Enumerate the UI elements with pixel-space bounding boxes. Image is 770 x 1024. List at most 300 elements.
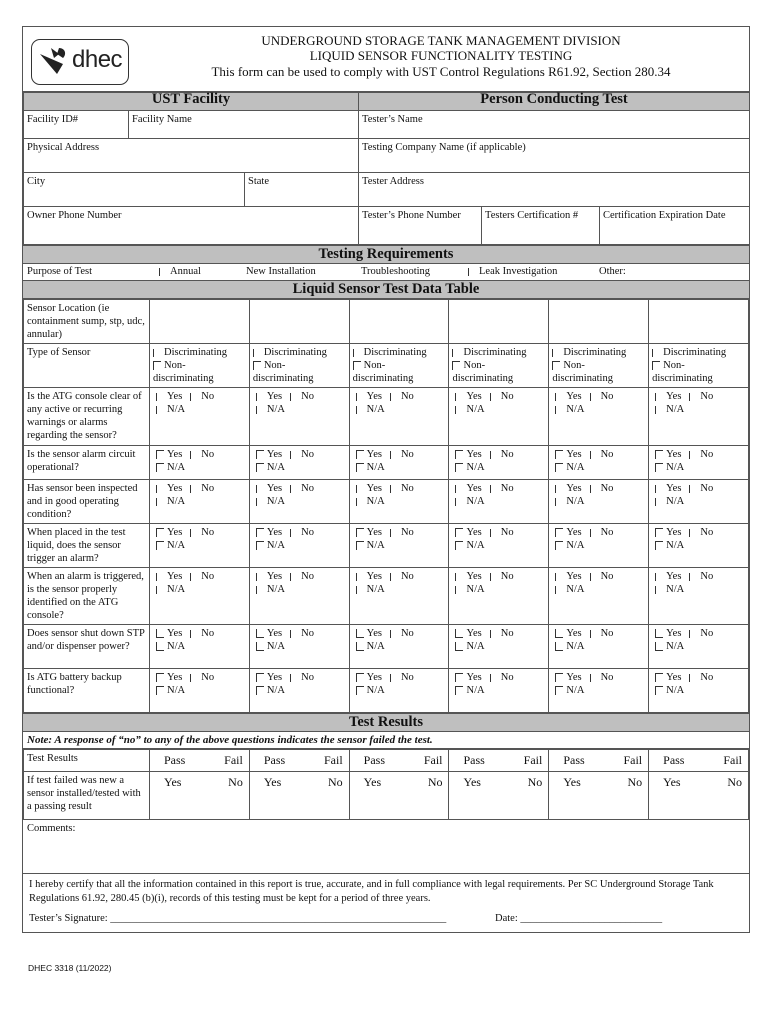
- no-checkbox[interactable]: [590, 573, 598, 581]
- yes-checkbox[interactable]: [655, 393, 663, 401]
- discriminating-label: Discriminating: [363, 347, 427, 358]
- no-label: No: [500, 391, 514, 402]
- pass-option[interactable]: Pass: [164, 753, 186, 767]
- no-checkbox[interactable]: [490, 630, 498, 638]
- sensor-location-cell[interactable]: [449, 300, 549, 344]
- tester-name-field[interactable]: Tester’s Name: [359, 111, 750, 139]
- testing-company-field[interactable]: Testing Company Name (if applicable): [359, 139, 750, 173]
- sensor-type-cell: [150, 344, 250, 388]
- yes-checkbox[interactable]: [156, 629, 164, 638]
- sensor-location-cell[interactable]: [349, 300, 449, 344]
- na-checkbox[interactable]: [156, 406, 164, 414]
- no-checkbox[interactable]: [190, 393, 198, 401]
- na-checkbox[interactable]: [256, 642, 264, 651]
- city-field[interactable]: City: [24, 173, 245, 207]
- form-title: LIQUID SENSOR FUNCTIONALITY TESTING: [309, 48, 573, 63]
- yes-no-options: [555, 482, 645, 495]
- answer-cell: [549, 388, 649, 446]
- pass-option[interactable]: Pass: [263, 753, 286, 767]
- yes-option[interactable]: Yes: [663, 775, 681, 789]
- yes-checkbox[interactable]: [256, 393, 264, 401]
- na-checkbox[interactable]: [356, 642, 364, 651]
- na-option: [156, 495, 246, 508]
- no-checkbox[interactable]: [290, 630, 298, 638]
- sensor-location-cell[interactable]: [249, 300, 349, 344]
- na-checkbox[interactable]: [655, 498, 663, 506]
- date-field[interactable]: Date: ___________________________: [495, 913, 663, 924]
- yes-checkbox[interactable]: [655, 450, 663, 459]
- fail-option[interactable]: Fail: [523, 753, 543, 767]
- logo-text: dhec: [72, 46, 123, 73]
- na-checkbox[interactable]: [555, 541, 563, 550]
- na-checkbox[interactable]: [655, 406, 663, 414]
- leak-checkbox[interactable]: [468, 268, 476, 276]
- form-subtitle: This form can be used to comply with UST Control Regulations R61.92, Section 280.34: [211, 64, 671, 79]
- facility-name-field[interactable]: Facility Name: [129, 111, 359, 139]
- yes-checkbox[interactable]: [655, 629, 663, 638]
- yes-checkbox[interactable]: [156, 485, 164, 493]
- other-option[interactable]: Other:: [599, 266, 626, 277]
- na-option: [256, 539, 346, 552]
- no-checkbox[interactable]: [590, 485, 598, 493]
- signature-field[interactable]: Tester’s Signature: ________________________________________________________________: [29, 913, 447, 924]
- yes-checkbox[interactable]: [156, 393, 164, 401]
- no-checkbox[interactable]: [290, 451, 298, 459]
- answer-cell: [549, 625, 649, 669]
- yes-checkbox[interactable]: [356, 673, 364, 682]
- fail-option[interactable]: Fail: [723, 753, 742, 767]
- yes-checkbox[interactable]: [655, 528, 663, 537]
- yes-checkbox[interactable]: [655, 573, 663, 581]
- na-label: N/A: [466, 641, 485, 652]
- no-label: No: [400, 391, 414, 402]
- no-label: No: [700, 571, 714, 582]
- yes-label: Yes: [167, 483, 183, 494]
- no-checkbox[interactable]: [390, 630, 398, 638]
- yes-no-options: [156, 570, 246, 583]
- na-option: [356, 583, 446, 596]
- annual-label: Annual: [170, 266, 201, 277]
- na-checkbox[interactable]: [455, 586, 463, 594]
- yes-checkbox[interactable]: [156, 528, 164, 537]
- no-checkbox[interactable]: [490, 529, 498, 537]
- na-checkbox[interactable]: [156, 586, 164, 594]
- no-option[interactable]: No: [327, 775, 343, 789]
- yes-checkbox[interactable]: [256, 528, 264, 537]
- na-option: [555, 495, 645, 508]
- na-checkbox[interactable]: [455, 541, 463, 550]
- answer-cell: [449, 625, 549, 669]
- pass-fail-cell: [549, 750, 649, 772]
- na-label: N/A: [566, 584, 585, 595]
- checkbox[interactable]: [552, 349, 560, 357]
- na-option: [256, 583, 346, 596]
- no-checkbox[interactable]: [689, 630, 697, 638]
- troubleshooting-option[interactable]: Troubleshooting: [361, 266, 431, 277]
- non-discriminating-option[interactable]: [652, 359, 745, 385]
- yes-label: Yes: [666, 527, 682, 538]
- yes-label: Yes: [566, 483, 582, 494]
- na-checkbox[interactable]: [455, 463, 463, 472]
- yes-no-options: [356, 390, 446, 403]
- yes-checkbox[interactable]: [555, 393, 563, 401]
- discriminating-option[interactable]: [153, 346, 246, 359]
- yes-no-options: [555, 627, 645, 640]
- na-checkbox[interactable]: [655, 686, 663, 695]
- na-label: N/A: [466, 496, 485, 507]
- tester-phone-field[interactable]: Tester’s Phone Number: [359, 207, 482, 245]
- yes-no-cell: [349, 772, 449, 820]
- person-section-title: Person Conducting Test: [359, 93, 750, 111]
- no-label: No: [301, 483, 314, 494]
- na-checkbox[interactable]: [555, 686, 563, 695]
- question-label: Does sensor shut down STP and/or dispenser power?: [24, 625, 150, 669]
- no-checkbox[interactable]: [689, 485, 697, 493]
- sensor-location-label: Sensor Location (ie containment sump, stp, udc, annular): [24, 300, 150, 344]
- na-checkbox[interactable]: [256, 463, 264, 472]
- na-checkbox[interactable]: [256, 406, 264, 414]
- checkbox[interactable]: [353, 361, 361, 370]
- no-checkbox[interactable]: [689, 529, 697, 537]
- yes-checkbox[interactable]: [356, 450, 364, 459]
- no-checkbox[interactable]: [390, 451, 398, 459]
- yes-option[interactable]: Yes: [363, 775, 382, 789]
- na-checkbox[interactable]: [455, 686, 463, 695]
- no-checkbox[interactable]: [490, 451, 498, 459]
- na-checkbox[interactable]: [356, 498, 364, 506]
- na-checkbox[interactable]: [156, 498, 164, 506]
- yes-option[interactable]: Yes: [463, 775, 481, 789]
- discriminating-label: Discriminating: [663, 347, 727, 358]
- no-checkbox[interactable]: [590, 529, 598, 537]
- na-label: N/A: [266, 584, 285, 595]
- na-label: N/A: [466, 462, 485, 473]
- na-option: [356, 461, 446, 474]
- no-checkbox[interactable]: [590, 451, 598, 459]
- yes-no-options: [256, 671, 346, 684]
- no-checkbox[interactable]: [490, 485, 498, 493]
- yes-checkbox[interactable]: [455, 450, 463, 459]
- na-label: N/A: [266, 462, 285, 473]
- na-option: [156, 684, 246, 697]
- checkbox[interactable]: [452, 361, 460, 370]
- discriminating-option[interactable]: [552, 346, 645, 359]
- dhec-logo: [31, 39, 129, 85]
- na-label: N/A: [666, 496, 685, 507]
- no-checkbox[interactable]: [590, 674, 598, 682]
- no-option[interactable]: No: [527, 775, 543, 789]
- na-checkbox[interactable]: [655, 541, 663, 550]
- yes-label: Yes: [167, 628, 183, 639]
- na-label: N/A: [666, 404, 685, 415]
- yes-checkbox[interactable]: [555, 629, 563, 638]
- na-label: N/A: [566, 540, 585, 551]
- yes-checkbox[interactable]: [655, 673, 663, 682]
- no-checkbox[interactable]: [490, 573, 498, 581]
- yes-no-options: [356, 482, 446, 495]
- na-checkbox[interactable]: [655, 642, 663, 651]
- na-checkbox[interactable]: [455, 498, 463, 506]
- no-checkbox[interactable]: [290, 573, 298, 581]
- answer-cell: [449, 480, 549, 524]
- cert-expiration-field[interactable]: Certification Expiration Date: [600, 207, 750, 245]
- na-checkbox[interactable]: [356, 406, 364, 414]
- na-checkbox[interactable]: [156, 541, 164, 550]
- question-label: When placed in the test liquid, does the sensor trigger an alarm?: [24, 524, 150, 568]
- na-checkbox[interactable]: [455, 406, 463, 414]
- na-label: N/A: [366, 641, 385, 652]
- yes-label: Yes: [266, 672, 283, 683]
- yes-checkbox[interactable]: [156, 673, 164, 682]
- checkbox[interactable]: [253, 349, 261, 357]
- no-checkbox[interactable]: [390, 573, 398, 581]
- question-row: [24, 669, 749, 713]
- na-option: [455, 684, 545, 697]
- no-checkbox[interactable]: [190, 630, 198, 638]
- leak-investigation-option[interactable]: [468, 266, 557, 277]
- state-field[interactable]: State: [245, 173, 359, 207]
- na-option: [655, 461, 745, 474]
- fail-option[interactable]: Fail: [323, 753, 343, 767]
- no-option[interactable]: No: [727, 775, 742, 789]
- yes-checkbox[interactable]: [555, 528, 563, 537]
- na-checkbox[interactable]: [356, 541, 364, 550]
- yes-label: Yes: [566, 672, 582, 683]
- annual-option[interactable]: [159, 266, 201, 277]
- pass-fail-cell: [349, 750, 449, 772]
- yes-checkbox[interactable]: [256, 573, 264, 581]
- sensor-location-cell[interactable]: [549, 300, 649, 344]
- no-checkbox[interactable]: [290, 485, 298, 493]
- pass-option[interactable]: Pass: [463, 753, 485, 767]
- yes-no-cell: [249, 772, 349, 820]
- facility-id-field[interactable]: Facility ID#: [24, 111, 129, 139]
- tester-address-field[interactable]: Tester Address: [359, 173, 750, 207]
- no-checkbox[interactable]: [490, 674, 498, 682]
- no-checkbox[interactable]: [689, 674, 697, 682]
- yes-label: Yes: [666, 483, 682, 494]
- yes-checkbox[interactable]: [455, 393, 463, 401]
- no-option[interactable]: No: [627, 775, 643, 789]
- yes-label: Yes: [366, 449, 382, 460]
- yes-checkbox[interactable]: [256, 450, 264, 459]
- no-checkbox[interactable]: [290, 393, 298, 401]
- fail-option[interactable]: Fail: [623, 753, 643, 767]
- non-discriminating-option[interactable]: [452, 359, 545, 385]
- checkbox[interactable]: [153, 349, 161, 357]
- non-discriminating-option[interactable]: [153, 359, 246, 385]
- comments-field[interactable]: Comments:: [23, 820, 749, 874]
- na-checkbox[interactable]: [555, 406, 563, 414]
- yes-checkbox[interactable]: [156, 573, 164, 581]
- no-checkbox[interactable]: [390, 393, 398, 401]
- na-label: N/A: [366, 462, 385, 473]
- yes-checkbox[interactable]: [256, 673, 264, 682]
- na-checkbox[interactable]: [555, 586, 563, 594]
- no-label: No: [201, 449, 215, 460]
- no-checkbox[interactable]: [290, 674, 298, 682]
- no-checkbox[interactable]: [689, 393, 697, 401]
- na-checkbox[interactable]: [156, 686, 164, 695]
- yes-checkbox[interactable]: [555, 450, 563, 459]
- na-label: N/A: [466, 685, 485, 696]
- na-checkbox[interactable]: [156, 642, 164, 651]
- no-checkbox[interactable]: [390, 529, 398, 537]
- yes-option[interactable]: Yes: [263, 775, 282, 789]
- no-checkbox[interactable]: [190, 451, 198, 459]
- pass-option[interactable]: Pass: [663, 753, 685, 767]
- no-label: No: [400, 483, 414, 494]
- yes-label: Yes: [366, 483, 382, 494]
- yes-no-cell: [649, 772, 749, 820]
- na-label: N/A: [167, 540, 186, 551]
- sensor-data-table: [23, 299, 749, 713]
- no-option[interactable]: No: [228, 775, 243, 789]
- na-checkbox[interactable]: [655, 463, 663, 472]
- yes-checkbox[interactable]: [356, 485, 364, 493]
- answer-cell: [449, 446, 549, 480]
- question-row: [24, 524, 749, 568]
- yes-checkbox[interactable]: [555, 673, 563, 682]
- discriminating-option[interactable]: [652, 346, 745, 359]
- yes-checkbox[interactable]: [156, 450, 164, 459]
- no-checkbox[interactable]: [390, 485, 398, 493]
- yes-checkbox[interactable]: [356, 393, 364, 401]
- yes-checkbox[interactable]: [256, 629, 264, 638]
- na-label: N/A: [566, 685, 585, 696]
- answer-cell: [449, 669, 549, 713]
- na-checkbox[interactable]: [356, 686, 364, 695]
- answer-cell: [150, 625, 250, 669]
- checkbox[interactable]: [652, 349, 660, 357]
- yes-option[interactable]: Yes: [563, 775, 581, 789]
- na-option: [455, 539, 545, 552]
- discriminating-option[interactable]: [452, 346, 545, 359]
- no-label: No: [500, 527, 514, 538]
- na-checkbox[interactable]: [555, 642, 563, 651]
- no-checkbox[interactable]: [689, 573, 697, 581]
- no-checkbox[interactable]: [590, 630, 598, 638]
- na-checkbox[interactable]: [156, 463, 164, 472]
- owner-phone-field[interactable]: Owner Phone Number: [24, 207, 359, 245]
- no-checkbox[interactable]: [190, 485, 198, 493]
- yes-no-options: [455, 627, 545, 640]
- fail-option[interactable]: Fail: [423, 753, 443, 767]
- yes-checkbox[interactable]: [356, 573, 364, 581]
- na-checkbox[interactable]: [655, 586, 663, 594]
- yes-checkbox[interactable]: [455, 573, 463, 581]
- yes-label: Yes: [167, 672, 183, 683]
- na-checkbox[interactable]: [356, 463, 364, 472]
- na-label: N/A: [566, 496, 585, 507]
- yes-no-options: [655, 448, 745, 461]
- no-checkbox[interactable]: [390, 674, 398, 682]
- no-checkbox[interactable]: [590, 393, 598, 401]
- yes-no-options: [655, 627, 745, 640]
- no-checkbox[interactable]: [190, 529, 198, 537]
- answer-cell: [249, 625, 349, 669]
- answer-cell: [649, 480, 749, 524]
- yes-checkbox[interactable]: [655, 485, 663, 493]
- yes-no-options: [555, 448, 645, 461]
- physical-address-field[interactable]: Physical Address: [24, 139, 359, 173]
- tester-cert-field[interactable]: Testers Certification #: [482, 207, 600, 245]
- na-checkbox[interactable]: [455, 642, 463, 651]
- non-discriminating-option[interactable]: [552, 359, 645, 385]
- checkbox[interactable]: [353, 349, 361, 357]
- checkbox[interactable]: [253, 361, 261, 370]
- no-checkbox[interactable]: [689, 451, 697, 459]
- answer-cell: [249, 669, 349, 713]
- yes-checkbox[interactable]: [455, 528, 463, 537]
- pass-option[interactable]: Pass: [363, 753, 385, 767]
- na-checkbox[interactable]: [256, 541, 264, 550]
- question-label: Is the sensor alarm circuit operational?: [24, 446, 150, 480]
- no-checkbox[interactable]: [290, 529, 298, 537]
- question-row: [24, 446, 749, 480]
- fail-option[interactable]: Fail: [224, 753, 243, 767]
- non-discriminating-option[interactable]: [253, 359, 346, 385]
- yes-label: Yes: [167, 391, 183, 402]
- yes-option[interactable]: Yes: [164, 775, 182, 789]
- answer-cell: [349, 669, 449, 713]
- yes-checkbox[interactable]: [356, 528, 364, 537]
- discriminating-option[interactable]: [353, 346, 446, 359]
- answer-cell: [549, 480, 649, 524]
- yes-no-options: [156, 390, 246, 403]
- no-checkbox[interactable]: [190, 674, 198, 682]
- yes-checkbox[interactable]: [555, 485, 563, 493]
- na-checkbox[interactable]: [256, 586, 264, 594]
- na-option: [655, 684, 745, 697]
- yes-no-options: [256, 627, 346, 640]
- yes-label: Yes: [167, 449, 183, 460]
- na-checkbox[interactable]: [555, 498, 563, 506]
- checkbox[interactable]: [652, 361, 660, 370]
- yes-checkbox[interactable]: [555, 573, 563, 581]
- na-checkbox[interactable]: [356, 586, 364, 594]
- checkbox[interactable]: [452, 349, 460, 357]
- yes-checkbox[interactable]: [455, 485, 463, 493]
- pass-option[interactable]: Pass: [563, 753, 585, 767]
- yes-label: Yes: [466, 483, 482, 494]
- yes-checkbox[interactable]: [455, 673, 463, 682]
- answer-cell: [150, 446, 250, 480]
- yes-checkbox[interactable]: [256, 485, 264, 493]
- no-option[interactable]: No: [427, 775, 443, 789]
- na-checkbox[interactable]: [256, 686, 264, 695]
- answer-cell: [549, 524, 649, 568]
- yes-no-options: [655, 671, 745, 684]
- discriminating-option[interactable]: [253, 346, 346, 359]
- no-checkbox[interactable]: [190, 573, 198, 581]
- sensor-location-cell[interactable]: [150, 300, 250, 344]
- na-checkbox[interactable]: [555, 463, 563, 472]
- annual-checkbox[interactable]: [159, 268, 167, 276]
- checkbox[interactable]: [153, 361, 161, 370]
- question-row: [24, 625, 749, 669]
- sensor-type-cell: [449, 344, 549, 388]
- no-checkbox[interactable]: [490, 393, 498, 401]
- na-label: N/A: [366, 540, 385, 551]
- na-checkbox[interactable]: [256, 498, 264, 506]
- new-installation-option[interactable]: New Installation: [246, 266, 316, 277]
- yes-checkbox[interactable]: [455, 629, 463, 638]
- sensor-location-cell[interactable]: [649, 300, 749, 344]
- checkbox[interactable]: [552, 361, 560, 370]
- non-discriminating-option[interactable]: [353, 359, 446, 385]
- yes-checkbox[interactable]: [356, 629, 364, 638]
